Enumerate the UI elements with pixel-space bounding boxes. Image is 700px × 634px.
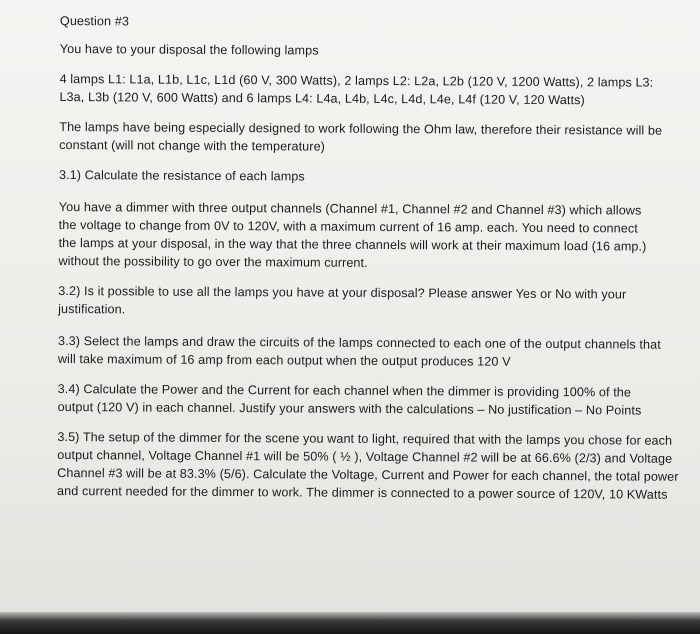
question-3-2: 3.2) Is it possible to use all the lamps you have at your disposal? Please answer Yes or No with your justification. (58, 283, 627, 317)
question-3-5: 3.5) The setup of the dimmer for the scene you want to light, required that with the lamps you chose for each output channel, Voltage Channel #1 will be 50% ( ½ ), Voltage Channel #2 will be at 66.6% (2/3) and Voltage Channel #3 will be at 83.3% (5/6). Calculate the Voltage, Current and Power for each channel, the total power and current needed for the dimmer to work. The dimmer is connected to a power source of 120V, 10 KWatts (57, 429, 679, 502)
question-3-1: 3.1) Calculate the resistance of each lamps (58, 167, 305, 184)
question-title: Question #3 (59, 13, 130, 29)
intro-paragraph: You have to your disposal the following lamps (59, 41, 319, 58)
question-3-3: 3.3) Select the lamps and draw the circuits of the lamps connected to each one of the output channels that will take maximum of 16 amp from each output when the output produces 120 V (57, 333, 661, 369)
document-content (57, 12, 679, 512)
lamps-paragraph: 4 lamps L1: L1a, L1b, L1c, L1d (60 V, 300 Watts), 2 lamps L2: L2a, L2b (120 V, 1200 Watts), 2 lamps L3: L3a, L3b (120 V, 600 Watts) and 6 lamps L4: L4a, L4b, L4c, L4d, L4e, L4f (120 V, 120 Watts) (59, 71, 654, 108)
dimmer-paragraph: You have a dimmer with three output channels (Channel #1, Channel #2 and Channel #3) which allows the voltage to change from 0V to 120V, with a maximum current of 16 amp. each. You need to connect the lamps at your disposal, in the way that the three channels will work at their maximum load (16 amp.) without the possibility to go over the maximum current. (58, 199, 647, 270)
question-3-4: 3.4) Calculate the Power and the Current for each channel when the dimmer is providing 100% of the output (120 V) in each channel. Justify your answers with the calculations – No justification – No Points (57, 381, 642, 418)
photo-bottom-edge (0, 612, 700, 634)
ohm-law-paragraph: The lamps have being especially designed to work following the Ohm law, therefore their resistance will be constant (will not change with the temperature) (59, 119, 663, 154)
